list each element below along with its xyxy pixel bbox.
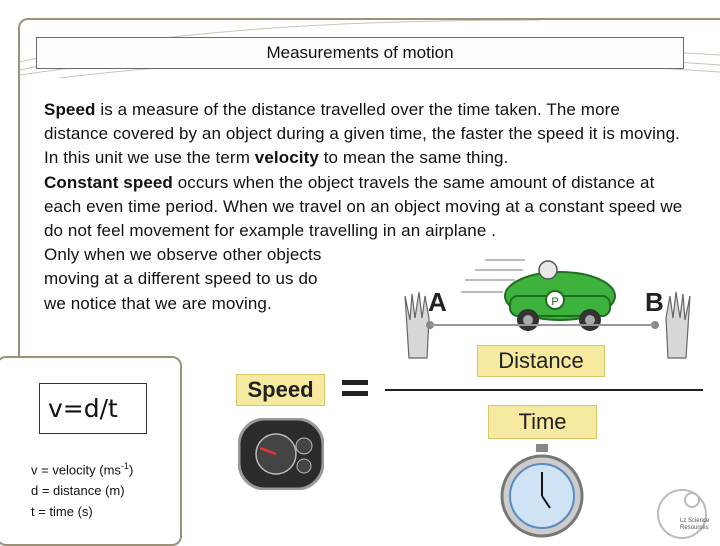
constant-speed-definition: occurs when the object travels the same amount of distance at each even time period. When we travel on an object moving at a constant speed we do not feel movement for example travelling in an airplane . [44,172,683,241]
legend-velocity: v = velocity $(ms^{-1})$ [31,461,134,478]
right-hand-icon [666,292,690,358]
observation-line-3: we notice that we are moving. [44,293,272,313]
speed-formula: v=d/t [39,383,147,434]
time-label: Time [488,405,597,439]
point-a-label: A [428,287,447,317]
observation-line-2: moving at a different speed to us do [44,269,318,289]
fraction-line [385,389,703,391]
slide-title: Measurements of motion [36,37,684,69]
speed-definition: is a measure of the distance travelled over the time taken. The more distance covered by an object during a given time, the faster the speed it is moving. In this unit we use the term [44,100,680,168]
point-b-label: B [645,287,664,317]
observation-line-1: Only when we observe other objects [44,245,322,265]
term-velocity: velocity [254,148,319,168]
publisher-logo-text: Lz Science Resources [680,518,710,531]
formula-legend [31,456,133,522]
legend-distance: d = distance (m) [31,483,125,499]
term-speed: Speed [44,100,96,119]
term-constant-speed: Constant speed [44,172,173,192]
speed-label: Speed [236,374,325,406]
speed-definition-end: to mean the same thing. [318,148,509,168]
car-icon [505,261,615,331]
left-hand-icon [405,292,429,358]
distance-label: Distance [477,345,605,377]
equals-sign [342,380,368,402]
svg-text:P: P [551,296,559,308]
speedometer-icon [238,418,324,490]
legend-time: t = time (s) [31,504,93,520]
stopwatch-icon [498,444,586,540]
